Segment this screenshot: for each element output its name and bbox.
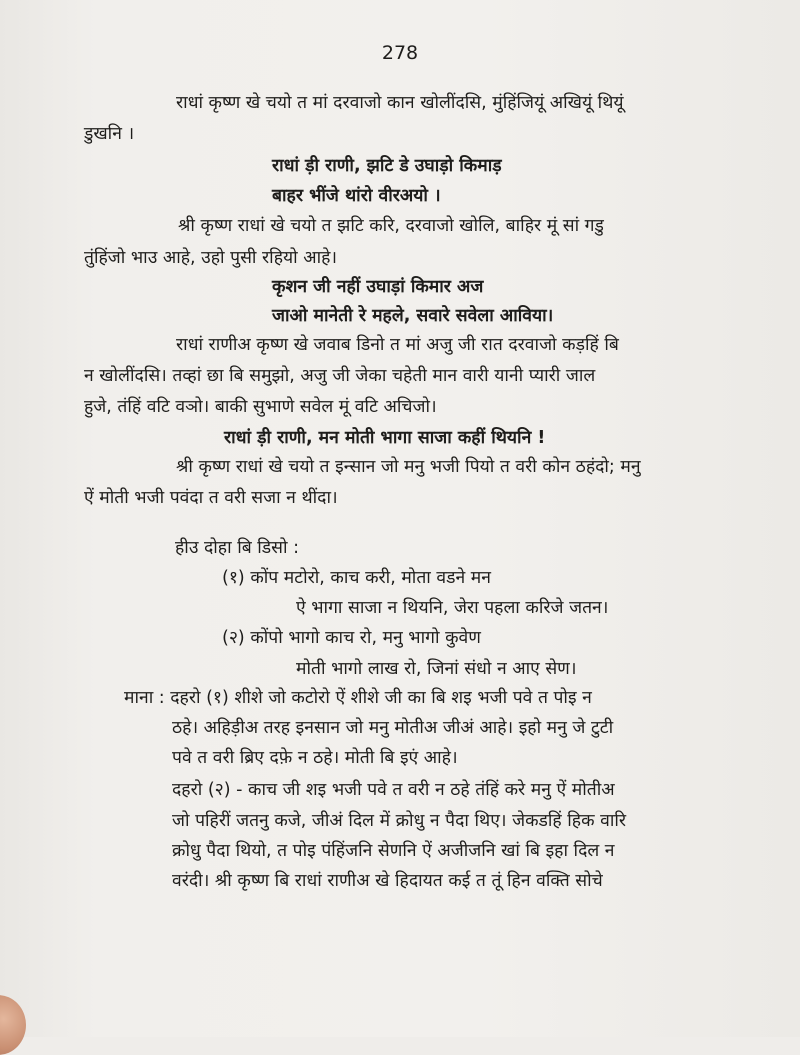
verse-line-5: राधां ड़ी राणी, मन मोती भागा साजा कहीं थियनि ! xyxy=(224,428,546,448)
meaning-line-5: जो पहिरीं जतनु कजे, जीअं दिल में क्रोधु न पैदा थिए। जेकडहिं हिक वारि xyxy=(172,811,627,831)
meaning-line-3: पवे त वरी ब्रिए दफ़े न ठहे। मोती बि इएं आहे। xyxy=(172,748,458,768)
doha-line-3: (२) कोंपो भागो काच रो, मनु भागो कुवेण xyxy=(222,628,481,648)
text-line-4: तुंहिंजो भाउ आहे, उहो पुसी रहियो आहे। xyxy=(84,248,338,268)
meaning-line-4: दहरो (२) - काच जी शइ भजी पवे त वरी न ठहे तंहिं करे मनु ऐं मोतीअ xyxy=(172,780,615,800)
meaning-line-1: माना : दहरो (१) शीशे जो कटोरो ऐं शीशे जी का बि शइ भजी पवे त पोइ न xyxy=(124,688,592,708)
doha-line-2: ऐ भागा साजा न थियनि, जेरा पहला करिजे जतन। xyxy=(296,598,609,618)
page-number: 278 xyxy=(381,42,419,64)
verse-line-1: राधां ड़ी राणी, झटि डे उघाड़ो किमाड़ xyxy=(272,156,502,176)
verse-line-4: जाओ मानेती रे महले, सवारे सवेला आविया। xyxy=(272,306,554,326)
meaning-line-7: वरंदी। श्री कृष्ण बि राधां राणीअ खे हिदायत कई त तूं हिन वक्ति सोचे xyxy=(172,871,603,891)
text-line-6: न खोलींदसि। तव्हां छा बि समुझो, अजु जी जेका चहेती मान वारी यानी प्यारी जाल xyxy=(84,366,596,386)
text-line-5: राधां राणीअ कृष्ण खे जवाब डिनो त मां अजु जी रात दरवाजो कड़हिं बि xyxy=(176,335,619,355)
text-line-7: हुजे, तंहिं वटि वञो। बाकी सुभाणे सवेल मूं वटि अचिजो। xyxy=(84,397,437,417)
verse-line-2: बाहर भींजे थांरो वीरअयो । xyxy=(272,186,441,206)
text-line-3: श्री कृष्ण राधां खे चयो त झटि करि, दरवाजो खोलि, बाहिर मूं सां गडु xyxy=(178,216,604,236)
text-line-2: डुखनि । xyxy=(84,124,135,144)
text-line-8: श्री कृष्ण राधां खे चयो त इन्सान जो मनु भजी पियो त वरी कोन ठहंदो; मनु xyxy=(176,457,641,477)
verse-line-3: कृशन जी नहीं उघाड़ां किमार अज xyxy=(272,277,484,297)
doha-line-1: (१) कोंप मटोरो, काच करी, मोता वडने मन xyxy=(222,568,491,588)
doha-heading: हीउ दोहा बि डिसो : xyxy=(175,538,299,558)
thumb-holding-page xyxy=(0,995,26,1055)
text-line-1: राधां कृष्ण खे चयो त मां दरवाजो कान खोलींदसि, मुंहिंजियूं अखियूं थियूं xyxy=(176,93,624,113)
meaning-line-2: ठहे। अहिड़ीअ तरह इनसान जो मनु मोतीअ जीअं आहे। इहो मनु जे टुटी xyxy=(172,718,614,738)
text-line-9: ऐं मोती भजी पवंदा त वरी सजा न थींदा। xyxy=(84,488,338,508)
doha-line-4: मोती भागो लाख रो, जिनां संधो न आए सेण। xyxy=(296,659,577,679)
meaning-line-6: क्रोधु पैदा थियो, त पोइ पंहिंजनि सेणनि ऐं अजीजनि खां बि इहा दिल न xyxy=(172,841,615,861)
